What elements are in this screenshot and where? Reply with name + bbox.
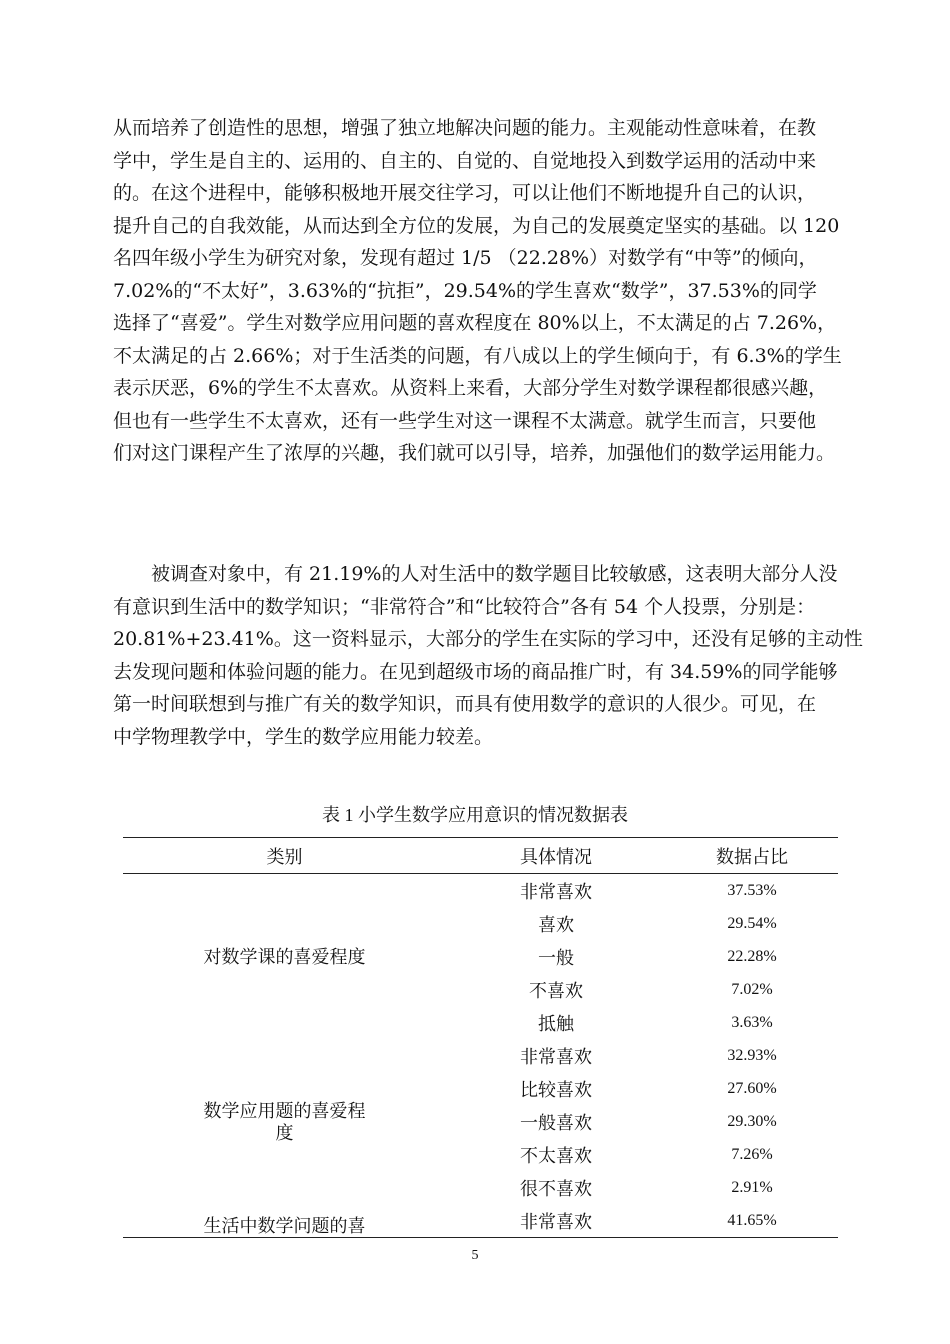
header-category: 类别 (266, 846, 303, 867)
situation-cell: 抵触 (538, 1013, 574, 1034)
text-line: 去发现问题和体验问题的能力。在见到超级市场的商品推广时，有 34.59%的同学能够 (113, 660, 838, 683)
page-number: 5 (471, 1248, 479, 1263)
category-cell (123, 1039, 446, 1204)
category-label: 生活中数学问题的喜 (203, 1216, 366, 1236)
situation-cell: 比较喜欢 (520, 1079, 592, 1100)
text-line: 被调查对象中，有 21.19%的人对生活中的数学题目比较敏感，这表明大部分人没 (151, 563, 838, 585)
ratio-cell: 2.91% (731, 1178, 773, 1196)
body-paragraph-2 (113, 558, 863, 753)
header-ratio: 数据占比 (716, 846, 788, 867)
table-row (123, 1204, 838, 1238)
text-line: 的。在这个进程中，能够积极地开展交往学习，可以让他们不断地提升自己的认识， (113, 182, 817, 204)
ratio-cell: 22.28% (727, 947, 777, 965)
category-cell (123, 1204, 446, 1238)
ratio-cell: 7.26% (731, 1145, 773, 1163)
ratio-cell: 3.63% (731, 1013, 773, 1031)
text-line: 表示厌恶，6%的学生不太喜欢。从资料上来看，大部分学生对数学课程都很感兴趣， (113, 377, 828, 399)
table-caption: 表 1 小学生数学应用意识的情况数据表 (322, 805, 628, 825)
ratio-cell: 29.54% (727, 914, 777, 932)
situation-cell: 一般 (538, 947, 574, 968)
ratio-cell: 32.93% (727, 1046, 777, 1064)
situation-cell: 很不喜欢 (520, 1178, 592, 1199)
situation-cell: 一般喜欢 (520, 1112, 592, 1133)
header-situation: 具体情况 (520, 846, 592, 867)
situation-cell: 非常喜欢 (520, 1211, 592, 1232)
text-line: 学中，学生是自主的、运用的、自主的、自觉的、自觉地投入到数学运用的活动中来 (113, 149, 817, 172)
table-row (123, 1039, 838, 1072)
text-line: 20.81%+23.41%。这一资料显示，大部分的学生在实际的学习中，还没有足够的主动性 (113, 628, 863, 650)
text-line: 名四年级小学生为研究对象，发现有超过 1/5 （22.28%）对数学有“中等”的倾向， (113, 247, 818, 269)
text-line: 但也有一些学生不太喜欢，还有一些学生对这一课程不太满意。就学生而言，只要他 (113, 409, 817, 432)
table-header-row (123, 838, 838, 874)
text-line: 第一时间联想到与推广有关的数学知识，而具有使用数学的意识的人很少。可见，在 (113, 693, 817, 715)
text-line: 7.02%的“不太好”，3.63%的“抗拒”，29.54%的学生喜欢“数学”，37.53%的同学 (113, 279, 817, 302)
text-line: 有意识到生活中的数学知识；“非常符合”和“比较符合”各有 54 个人投票，分别是： (113, 595, 816, 618)
table-row (123, 874, 838, 908)
text-line: 选择了“喜爱”。学生对数学应用问题的喜欢程度在 80%以上，不太满足的占 7.26%， (113, 312, 837, 334)
situation-cell: 非常喜欢 (520, 1046, 592, 1067)
ratio-cell: 29.30% (727, 1112, 777, 1130)
data-table (123, 837, 838, 1238)
text-line: 中学物理教学中，学生的数学应用能力较差。 (113, 725, 494, 748)
body-paragraph-1 (113, 112, 848, 470)
text-line: 提升自己的自我效能，从而达到全方位的发展，为自己的发展奠定坚实的基础。以 120 (113, 214, 840, 237)
ratio-cell: 37.53% (727, 881, 777, 899)
text-line: 不太满足的占 2.66%；对于生活类的问题，有八成以上的学生倾向于，有 6.3%的学生 (113, 344, 842, 367)
category-label: 数学应用题的喜爱程 度 (203, 1100, 366, 1143)
category-label: 对数学课的喜爱程度 (203, 946, 366, 967)
situation-cell: 喜欢 (538, 914, 574, 935)
category-cell (123, 874, 446, 1040)
situation-cell: 不喜欢 (529, 980, 583, 1001)
situation-cell: 不太喜欢 (520, 1145, 592, 1166)
text-line: 从而培养了创造性的思想，增强了独立地解决问题的能力。主观能动性意味着，在教 (113, 117, 817, 139)
situation-cell: 非常喜欢 (520, 881, 592, 902)
ratio-cell: 41.65% (727, 1211, 777, 1229)
ratio-cell: 27.60% (727, 1079, 777, 1097)
text-line: 们对这门课程产生了浓厚的兴趣，我们就可以引导，培养，加强他们的数学运用能力。 (113, 442, 836, 464)
ratio-cell: 7.02% (731, 980, 773, 998)
